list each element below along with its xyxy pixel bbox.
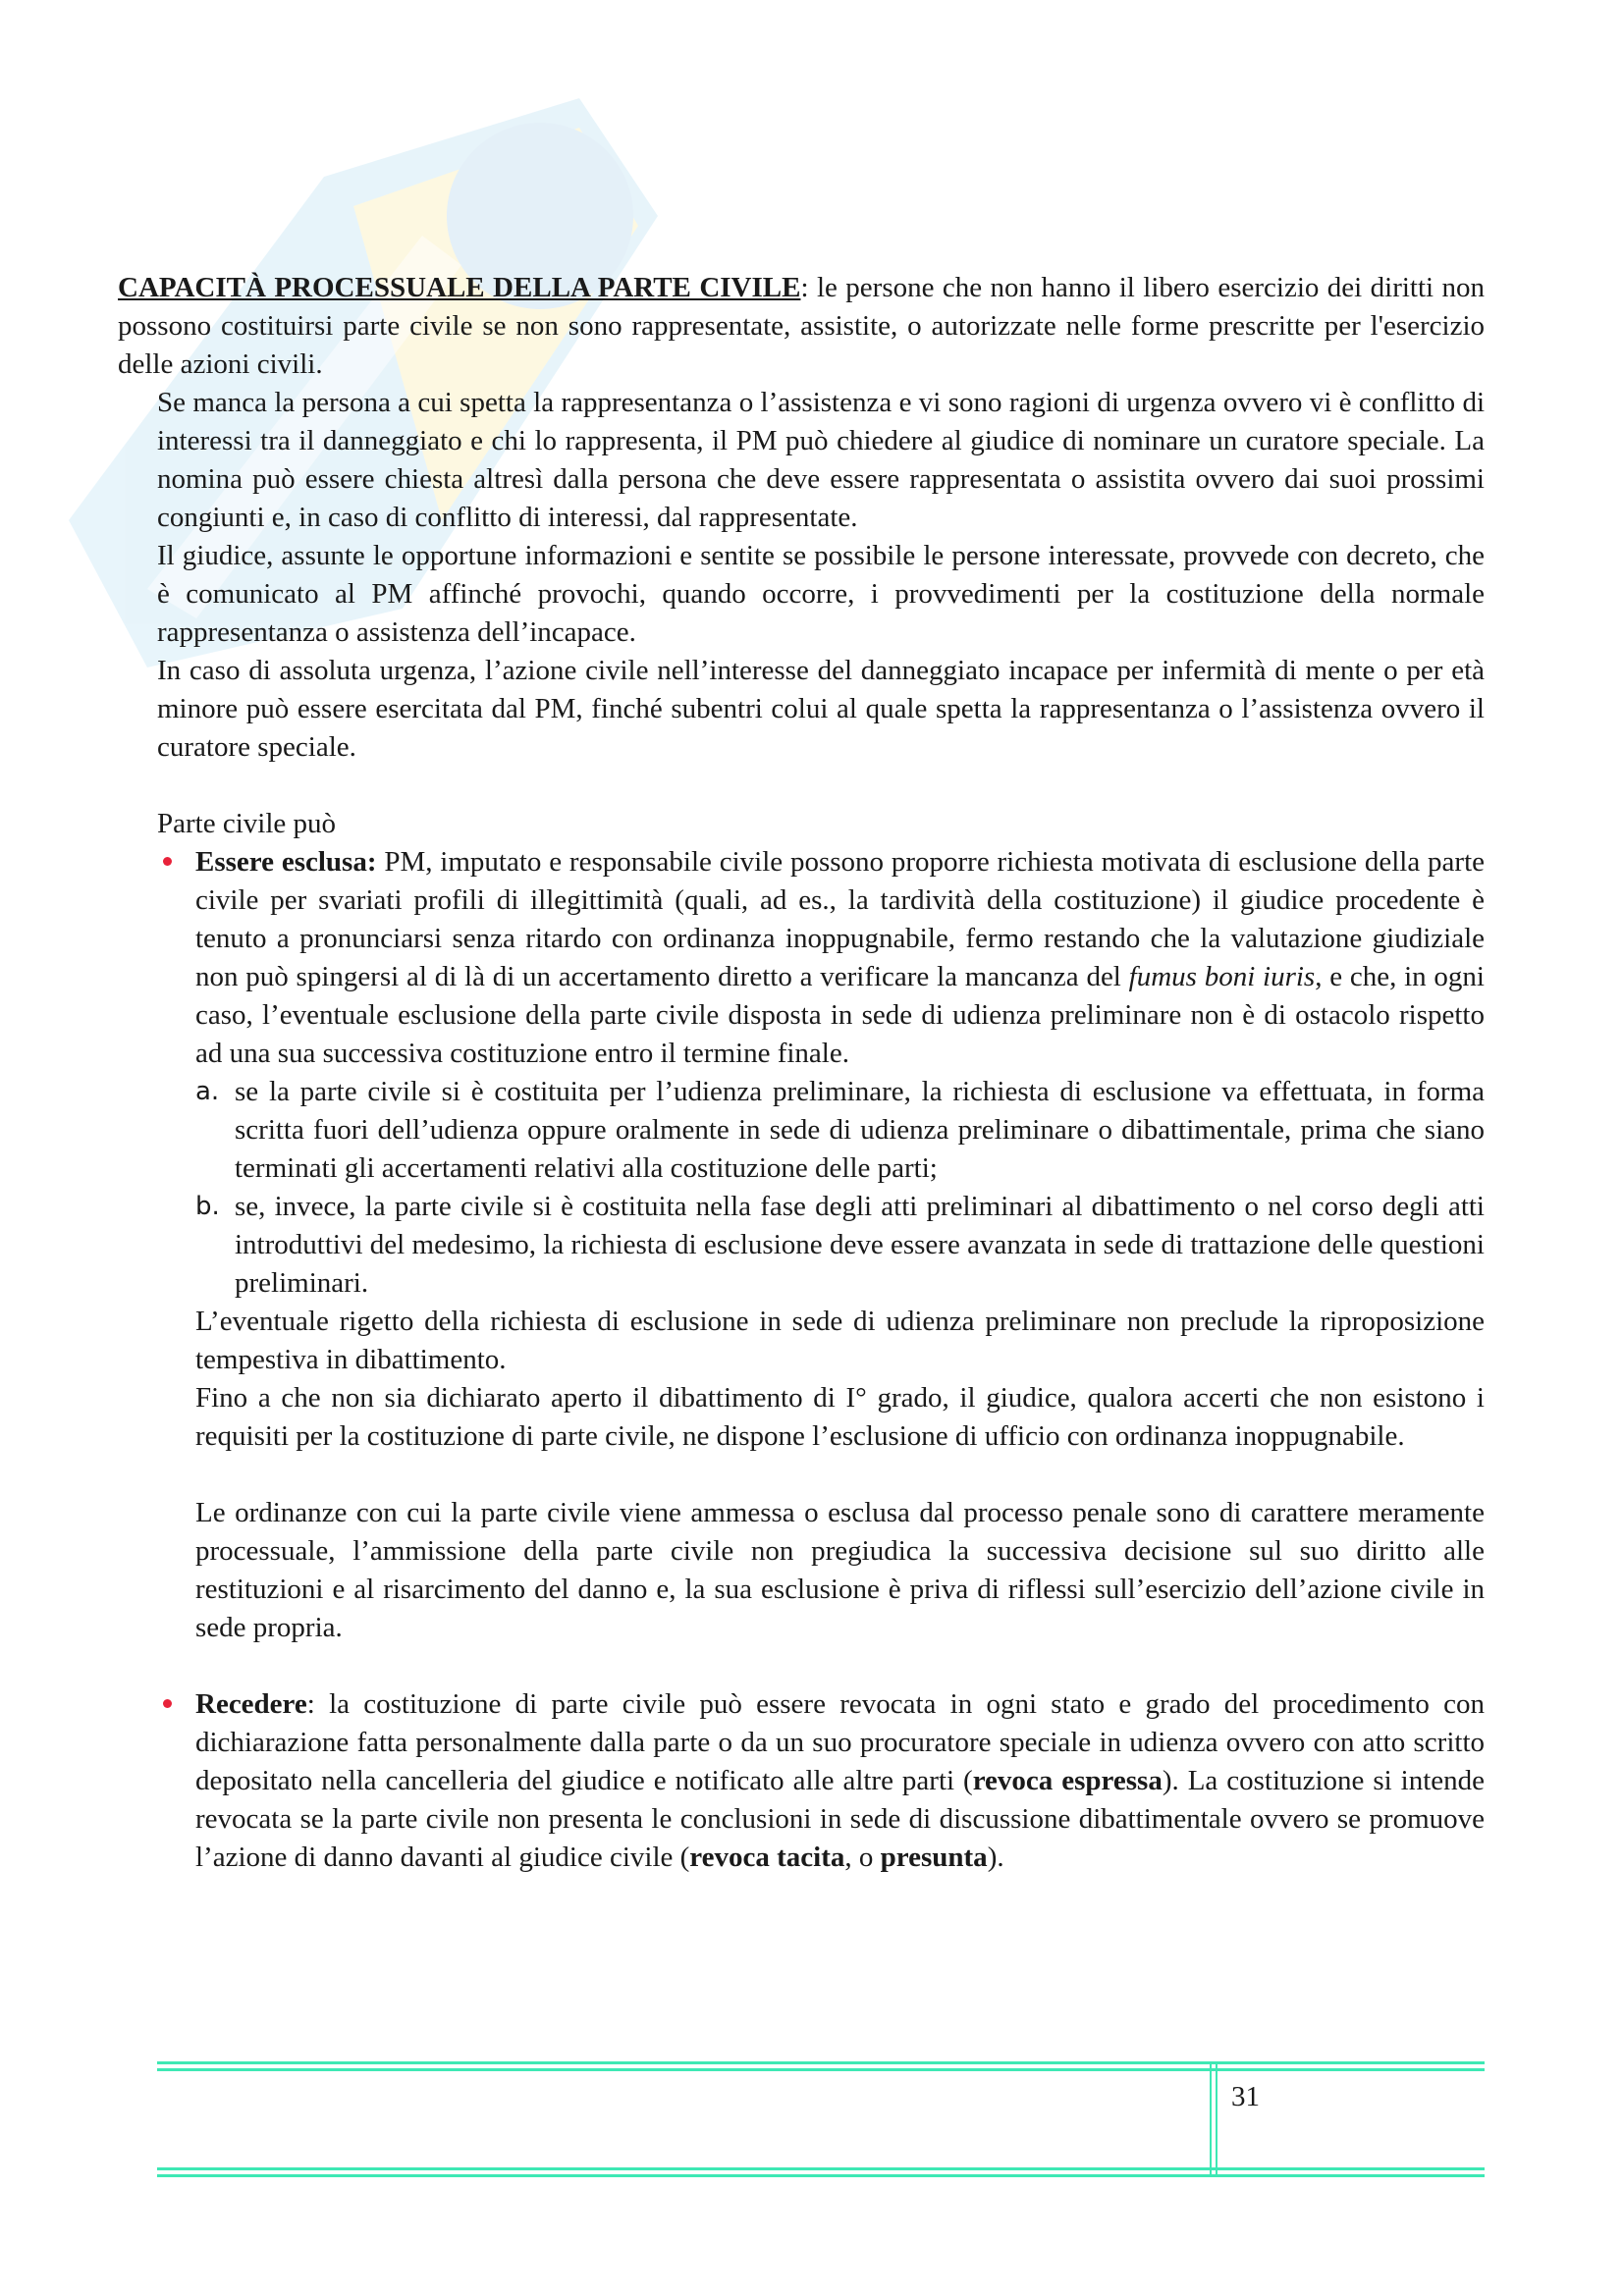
footer-bottom-line bbox=[157, 2167, 1485, 2177]
list-item-esclusa bbox=[118, 843, 1485, 1685]
esclusa-label: Essere esclusa: bbox=[195, 846, 377, 878]
paragraph-giudice: Il giudice, assunte le opportune informazioni e sentite se possibile le persone interessate, provvede con decreto, che è comunicato al PM affinché provochi, quando occorre, i provvedimenti per la costituzione della normale rappresentanza o assistenza dell’incapace. bbox=[157, 540, 1485, 648]
revoca-tacita: revoca tacita bbox=[689, 1842, 845, 1873]
esclusa-italic: fumus boni iuris bbox=[1128, 961, 1316, 992]
presunta: presunta bbox=[880, 1842, 988, 1873]
page-number: 31 bbox=[1231, 2081, 1260, 2112]
sub-item-a bbox=[195, 1073, 1485, 1188]
bullet-icon bbox=[163, 857, 172, 866]
sub-item-text: se la parte civile si è costituita per l’udienza preliminare, la richiesta di esclusione va effettuata, in forma scritta fuori dell’udienza oppure oralmente in sede di udienza preliminare o dibattimentale, prima che siano terminati gli accertamenti relativi alla costituzione delle parti; bbox=[235, 1076, 1485, 1184]
footer-top-line bbox=[157, 2061, 1485, 2071]
rigetto-paragraph: L’eventuale rigetto della richiesta di esclusione in sede di udienza preliminare non preclude la riproposizione tempestiva in dibattimento. bbox=[195, 1306, 1485, 1375]
revoca-espressa: revoca espressa bbox=[972, 1765, 1163, 1796]
recedere-text: : la costituzione di parte civile può essere revocata in ogni stato e grado del procedimento con dichiarazione fatta personalmente dalla parte o da un suo procuratore speciale in udienza ovvero con atto scritto depositato nella cancelleria del giudice e notificato alle altre parti ( bbox=[195, 1688, 1485, 1796]
document-body bbox=[118, 269, 1485, 1877]
esclusa-text-end: , e che, in ogni caso, l’eventuale esclusione della parte civile disposta in sede di udienza preliminare non è di ostacolo rispetto ad una sua successiva costituzione entro il termine finale. bbox=[195, 961, 1485, 1069]
sub-item-b bbox=[195, 1188, 1485, 1303]
paragraph-urgenza: In caso di assoluta urgenza, l’azione civile nell’interesse del danneggiato incapace per infermità di mente o per età minore può essere esercitata dal PM, finché subentri colui al quale spetta la rappresentanza o l’assistenza ovvero il curatore speciale. bbox=[157, 655, 1485, 763]
heading-paragraph bbox=[118, 269, 1485, 384]
esclusa-paragraph bbox=[195, 843, 1485, 1073]
ufficio-paragraph: Fino a che non sia dichiarato aperto il dibattimento di I° grado, il giudice, qualora accerti che non esistono i requisiti per la costituzione di parte civile, ne dispone l’esclusione di ufficio con ordinanza inoppugnabile. bbox=[195, 1382, 1485, 1452]
footer-vertical-line bbox=[1210, 2063, 1217, 2176]
sub-marker: b. bbox=[195, 1192, 220, 1221]
esclusa-text: PM, imputato e responsabile civile possono proporre richiesta motivata di esclusione della parte civile per svariati profili di illegittimità (quali, ad es., la tardività della costituzione) il giudice procedente è tenuto a pronunciarsi senza ritardo con ordinanza inoppugnabile, fermo restando che la valutazione giudiziale non può spingersi al di là di un accertamento diretto a verificare la mancanza del bbox=[195, 846, 1486, 992]
recedere-text-2: ). La costituzione si intende revocata se la parte civile non presenta le conclusioni in sede di discussione dibattimentale ovvero se promuove l’azione di danno davanti al giudice civile ( bbox=[195, 1765, 1486, 1873]
list-item-recedere bbox=[118, 1685, 1485, 1877]
section-title: CAPACITÀ PROCESSUALE DELLA PARTE CIVILE bbox=[118, 272, 801, 303]
sub-item-text: se, invece, la parte civile si è costituita nella fase degli atti preliminari al dibattimento o nel corso degli atti introduttivi del medesimo, la richiesta di esclusione deve essere avanzata in sede di trattazione delle questioni preliminari. bbox=[235, 1191, 1485, 1299]
recedere-text-4: ). bbox=[987, 1842, 1004, 1873]
paragraph-curatore: Se manca la persona a cui spetta la rappresentanza o l’assistenza e vi sono ragioni di urgenza ovvero vi è conflitto di interessi tra il danneggiato e chi lo rappresenta, il PM può chiedere al giudice di nominare un curatore speciale. La nomina può essere chiesta altresì dalla persona che deve essere rappresentata o assistita ovvero dai suoi prossimi congiunti e, in caso di conflitto di interessi, dal rappresentate. bbox=[157, 387, 1485, 533]
ordinanze-paragraph: Le ordinanze con cui la parte civile viene ammessa o esclusa dal processo penale sono di carattere meramente processuale, l’ammissione della parte civile non pregiudica la successiva decisione sul suo diritto alle restituzioni e al risarcimento del danno e, la sua esclusione è priva di riflessi sull’esercizio dell’azione civile in sede propria. bbox=[195, 1497, 1485, 1643]
recedere-text-3: , o bbox=[844, 1842, 881, 1873]
recedere-label: Recedere bbox=[195, 1688, 307, 1720]
intro-label: Parte civile può bbox=[157, 808, 337, 839]
sub-marker: a. bbox=[195, 1077, 220, 1106]
heading-text: : le persone che non hanno il libero esercizio dei diritti non possono costituirsi parte civile se non sono rappresentate, assistite, o autorizzate nelle forme prescritte per l'esercizio delle azioni civili. bbox=[118, 272, 1485, 380]
bullet-icon bbox=[163, 1699, 172, 1708]
bullet-list bbox=[118, 843, 1485, 1877]
recedere-paragraph bbox=[195, 1685, 1485, 1877]
sub-list bbox=[195, 1073, 1485, 1303]
